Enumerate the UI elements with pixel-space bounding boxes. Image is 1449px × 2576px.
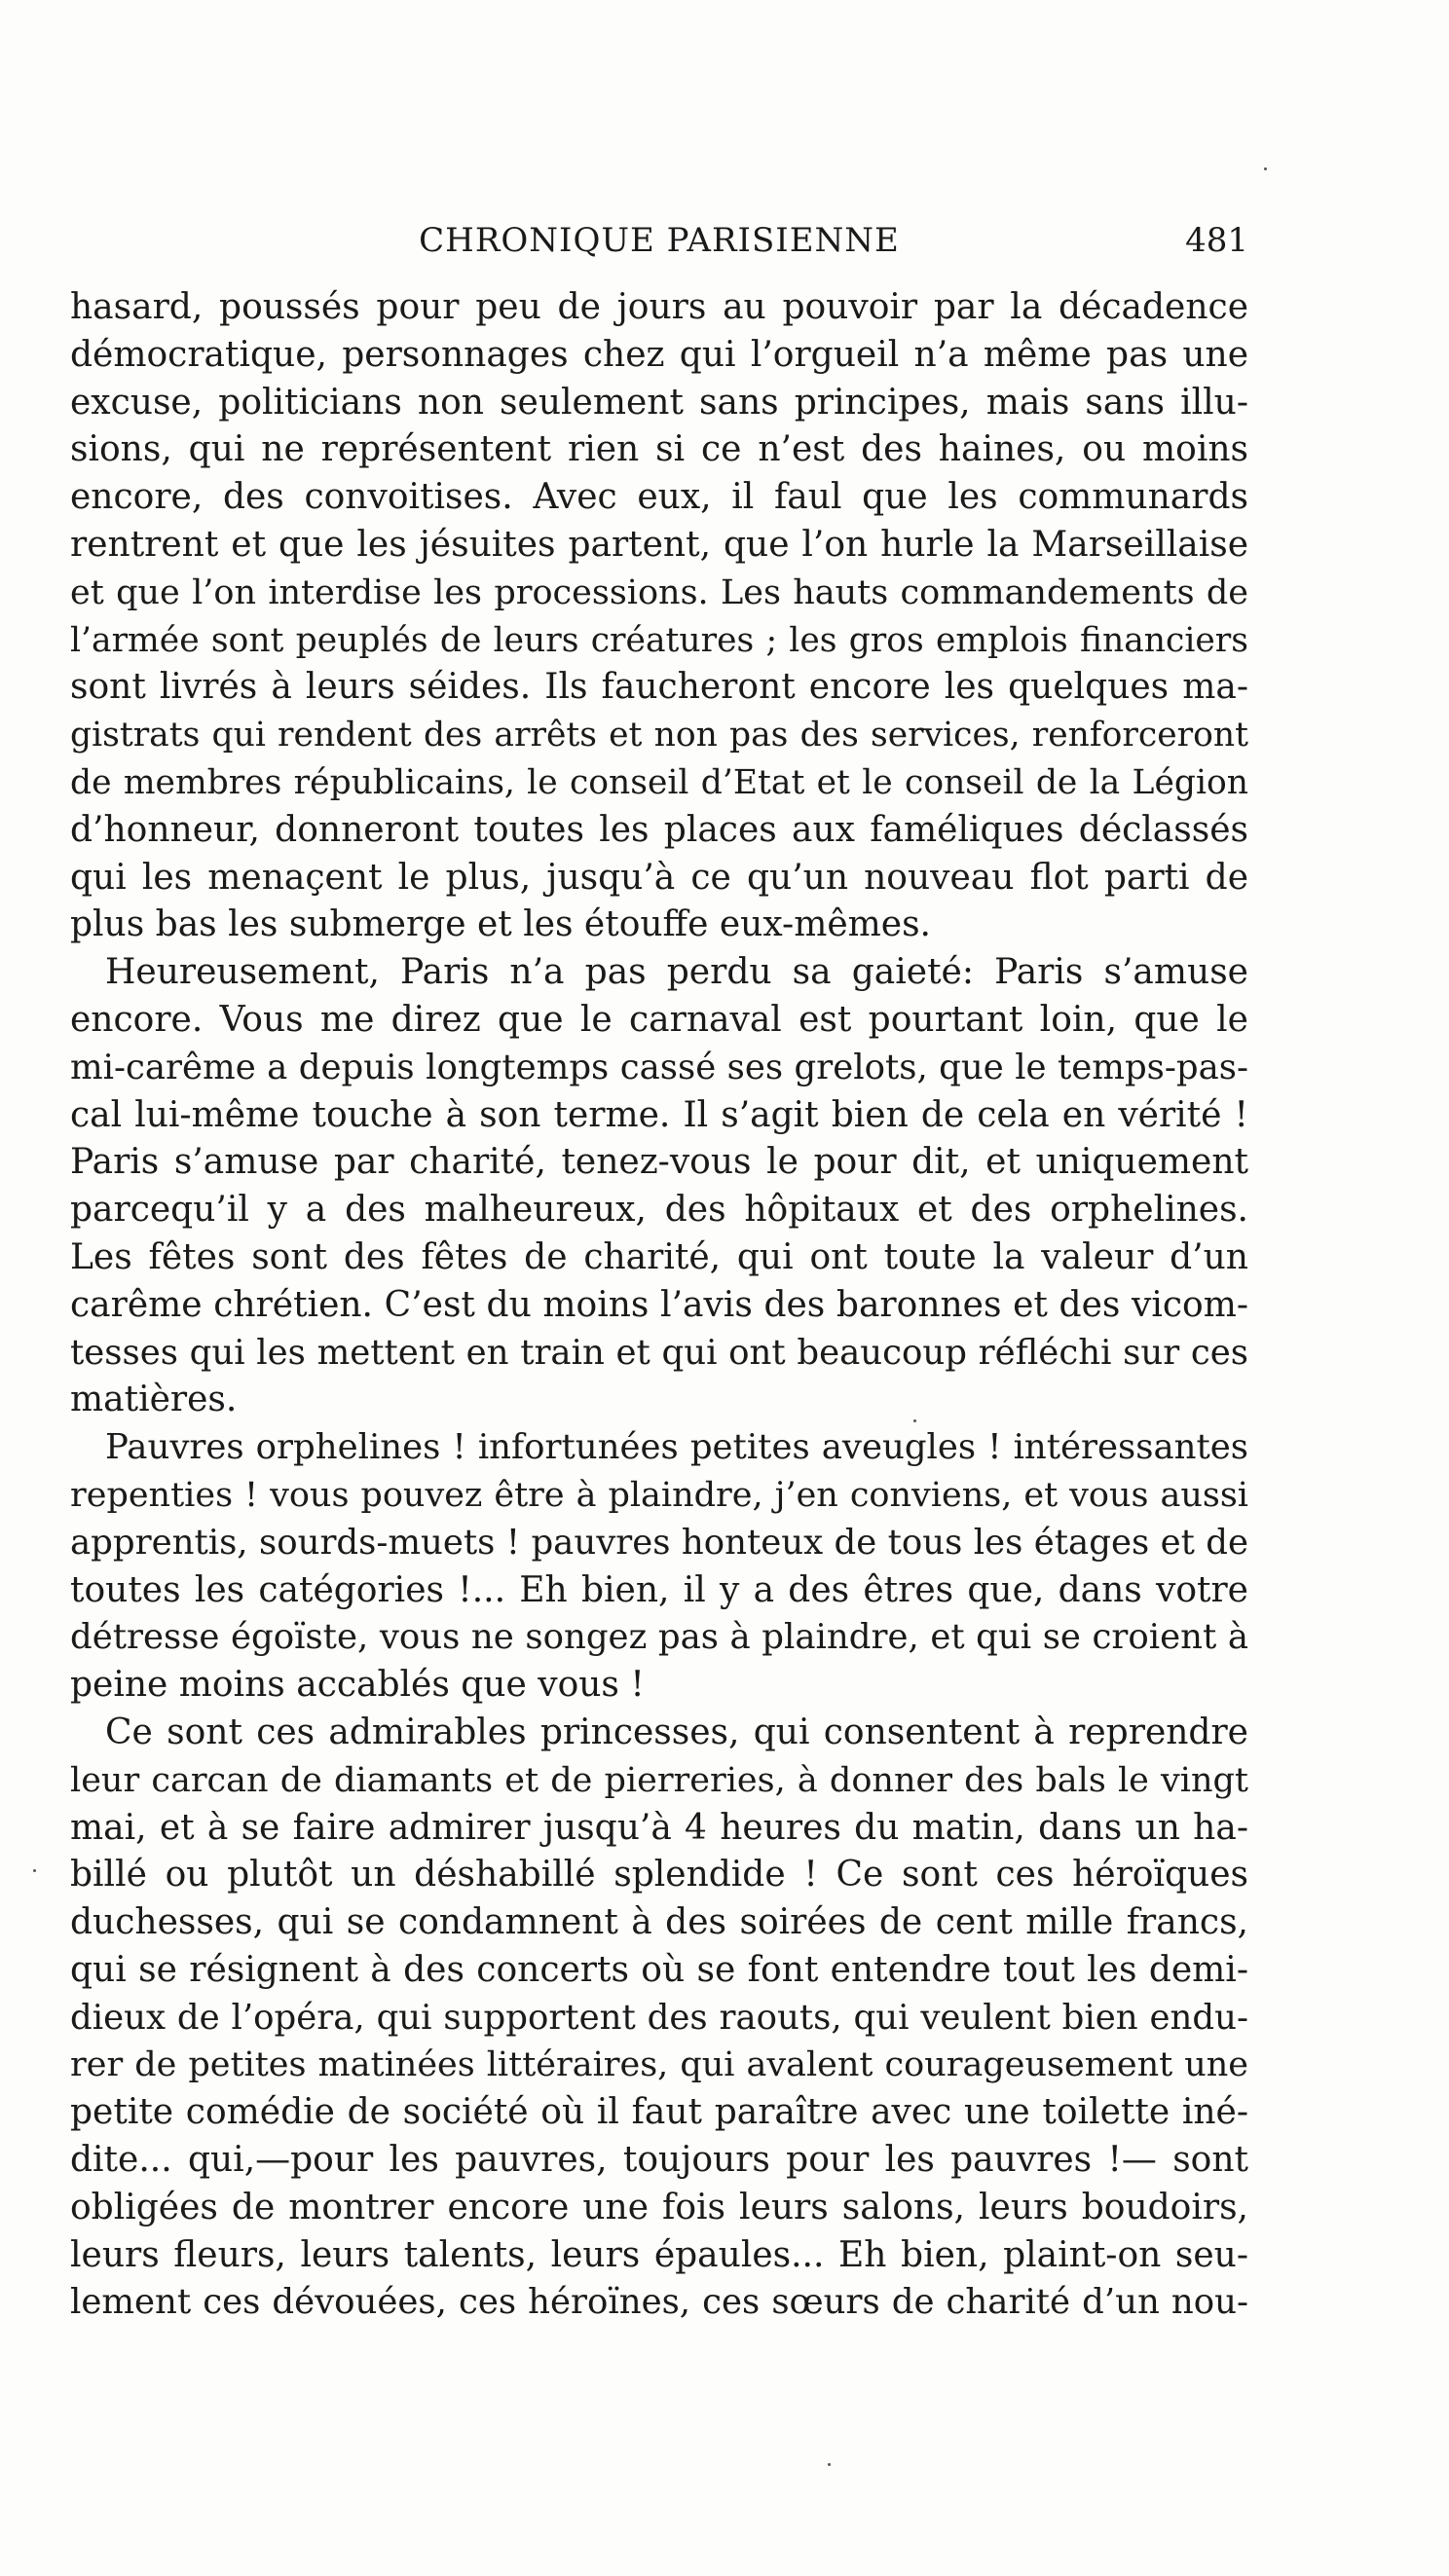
print-speck (1264, 167, 1267, 170)
text-line: cal lui-même touche à son terme. Il s’agit bien de cela en vérité ! (70, 1094, 1248, 1135)
print-speck (828, 2463, 831, 2466)
text-line: leurs fleurs, leurs talents, leurs épaules... Eh bien, plaint-on seu- (70, 2234, 1248, 2275)
text-line: gistrats qui rendent des arrêts et non pas des services, renforceront (70, 716, 1248, 755)
page-number: 481 (1185, 221, 1248, 260)
text-line: peine moins accablés que vous ! (70, 1665, 645, 1706)
text-line: qui se résignent à des concerts où se font entendre tout les demi- (70, 1949, 1248, 1990)
text-line: détresse égoïste, vous ne songez pas à plaindre, et qui se croient à (70, 1617, 1248, 1658)
text-line: tesses qui les mettent en train et qui ont beaucoup réfléchi sur ces (70, 1332, 1248, 1373)
text-line: plus bas les submerge et les étouffe eux-mêmes. (70, 904, 932, 945)
text-line: billé ou plutôt un déshabillé splendide ! Ce sont ces héroïques (70, 1855, 1248, 1895)
text-line: Les fêtes sont des fêtes de charité, qui ont toute la valeur d’un (70, 1236, 1248, 1277)
paragraph (70, 1710, 1248, 2327)
body-text (70, 284, 1248, 2327)
text-line: duchesses, qui se condamnent à des soirées de cent mille francs, (70, 1902, 1248, 1943)
text-line: encore. Vous me direz que le carnaval est pourtant loin, que le (70, 999, 1248, 1040)
paragraph (70, 949, 1248, 1424)
print-speck (913, 1419, 916, 1422)
text-line: encore, des convoitises. Avec eux, il faul que les communards (70, 477, 1248, 518)
text-line: mai, et à se faire admirer jusqu’à 4 heures du matin, dans un ha- (70, 1807, 1248, 1848)
text-line: Pauvres orphelines ! infortunées petites aveugles ! intéressantes (105, 1427, 1248, 1468)
text-line: toutes les catégories !... Eh bien, il y a des êtres que, dans votre (70, 1569, 1248, 1610)
paragraph (70, 1424, 1248, 1710)
text-line: démocratique, personnages chez qui l’orgueil n’a même pas une (70, 334, 1248, 375)
text-line: rentrent et que les jésuites partent, que l’on hurle la Marseillaise (70, 524, 1248, 565)
text-line: dieux de l’opéra, qui supportent des raouts, qui veulent bien endu- (70, 1997, 1248, 2038)
text-line: excuse, politicians non seulement sans principes, mais sans illu- (70, 382, 1248, 423)
text-line: repenties ! vous pouvez être à plaindre, j’en conviens, et vous aussi (70, 1475, 1248, 1515)
text-line: matières. (70, 1380, 238, 1420)
text-line: sont livrés à leurs séides. Ils faucheront encore les quelques ma- (70, 667, 1248, 708)
text-line: Paris s’amuse par charité, tenez-vous le pour dit, et uniquement (70, 1142, 1248, 1183)
text-line: parcequ’il y a des malheureux, des hôpitaux et des orphelines. (70, 1190, 1248, 1231)
text-line: d’honneur, donneront toutes les places aux faméliques déclassés (70, 809, 1248, 850)
text-line: lement ces dévouées, ces héroïnes, ces sœurs de charité d’un nou- (70, 2282, 1248, 2323)
text-line: apprentis, sourds-muets ! pauvres honteux de tous les étages et de (70, 1522, 1248, 1563)
text-line: et que l’on interdise les processions. Les hauts commandements de (70, 572, 1248, 612)
text-line: mi-carême a depuis longtemps cassé ses grelots, que le temps-pas- (70, 1047, 1248, 1087)
text-line: Ce sont ces admirables princesses, qui consentent à reprendre (105, 1711, 1248, 1752)
text-line: leur carcan de diamants et de pierreries, à donner des bals le vingt (70, 1760, 1248, 1800)
text-line: sions, qui ne représentent rien si ce n’est des haines, ou moins (70, 429, 1248, 470)
text-line: rer de petites matinées littéraires, qui avalent courageusement une (70, 2045, 1248, 2085)
paragraph (70, 284, 1248, 949)
text-line: dite... qui,—pour les pauvres, toujours pour les pauvres !— sont (70, 2140, 1248, 2181)
text-line: hasard, poussés pour peu de jours au pouvoir par la décadence (70, 287, 1248, 327)
text-line: carême chrétien. C’est du moins l’avis des baronnes et des vicom- (70, 1284, 1248, 1325)
print-speck (33, 1869, 36, 1872)
text-line: petite comédie de société où il faut paraître avec une toilette iné- (70, 2092, 1248, 2133)
text-line: Heureusement, Paris n’a pas perdu sa gaieté: Paris s’amuse (105, 952, 1248, 993)
running-head (70, 216, 1248, 265)
text-line: obligées de montrer encore une fois leurs salons, leurs boudoirs, (70, 2187, 1248, 2227)
text-line: l’armée sont peuplés de leurs créatures ; les gros emplois financiers (70, 620, 1248, 660)
text-line: de membres républicains, le conseil d’Etat et le conseil de la Légion (70, 762, 1248, 802)
running-title: CHRONIQUE PARISIENNE (419, 221, 900, 260)
text-line: qui les menaçent le plus, jusqu’à ce qu’un nouveau flot parti de (70, 857, 1248, 898)
